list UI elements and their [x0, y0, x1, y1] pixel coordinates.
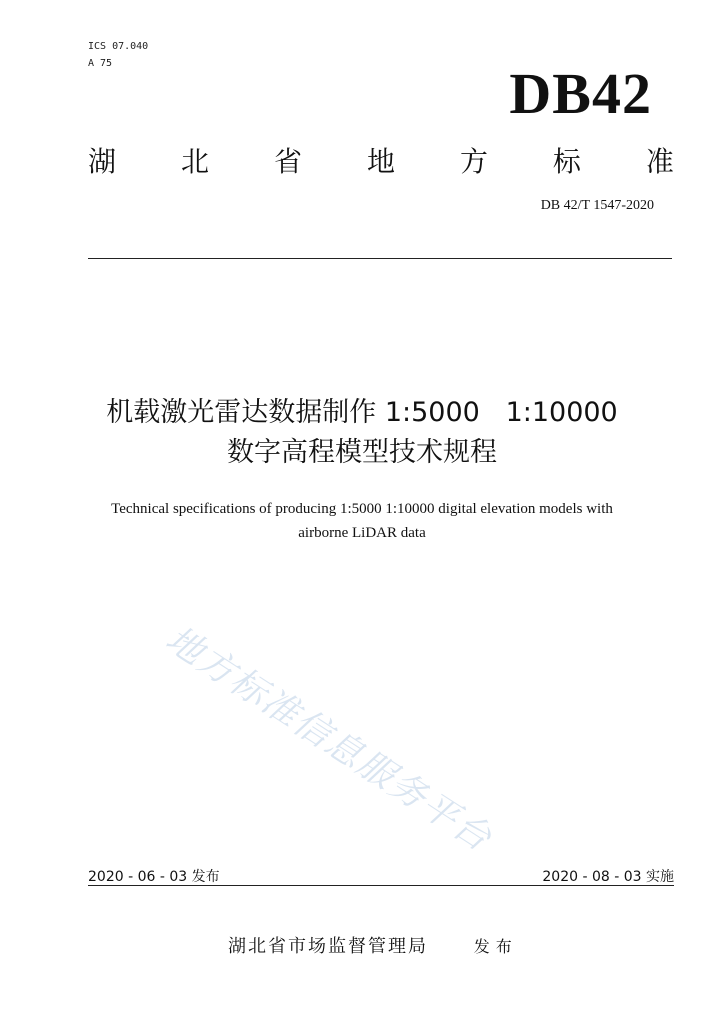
- release-date: 2020 - 06 - 03 发布: [88, 869, 220, 885]
- classification-codes: [88, 38, 148, 72]
- implementation-date: 2020 - 08 - 03 实施: [542, 869, 674, 885]
- standard-type-char: 标: [552, 145, 581, 178]
- standard-type-char: 湖: [88, 145, 117, 178]
- issuer-action: 发布: [473, 937, 518, 956]
- standard-type-char: 省: [273, 145, 302, 178]
- english-title: [60, 497, 664, 545]
- issuer-name: 湖北省市场监督管理局: [228, 936, 428, 957]
- english-title-line-2: airborne LiDAR data: [298, 525, 426, 541]
- db-code-logo: DB42: [509, 61, 652, 126]
- header-divider: [88, 258, 672, 259]
- standard-type-char: 准: [645, 145, 674, 178]
- date-row: [88, 866, 674, 886]
- chinese-title-line-2: 数字高程模型技术规程: [227, 437, 497, 468]
- issuer: [228, 932, 518, 958]
- standard-type-char: 方: [459, 145, 488, 178]
- standard-type-char: 地: [366, 145, 395, 178]
- watermark-text: 地方标准信息服务平台: [158, 618, 500, 861]
- standard-number: DB 42/T 1547-2020: [540, 198, 654, 213]
- chinese-title: [0, 393, 724, 473]
- english-title-line-1: Technical specifications of producing 1:5000 1:10000 digital elevation models with: [111, 501, 613, 517]
- ccs-code: A 75: [88, 58, 113, 69]
- standard-type-heading: [88, 140, 674, 180]
- ics-code: ICS 07.040: [88, 41, 149, 52]
- chinese-title-line-1: 机载激光雷达数据制作 1:5000 1:10000: [106, 397, 618, 428]
- standard-type-char: 北: [180, 145, 209, 178]
- footer-divider: [88, 885, 674, 886]
